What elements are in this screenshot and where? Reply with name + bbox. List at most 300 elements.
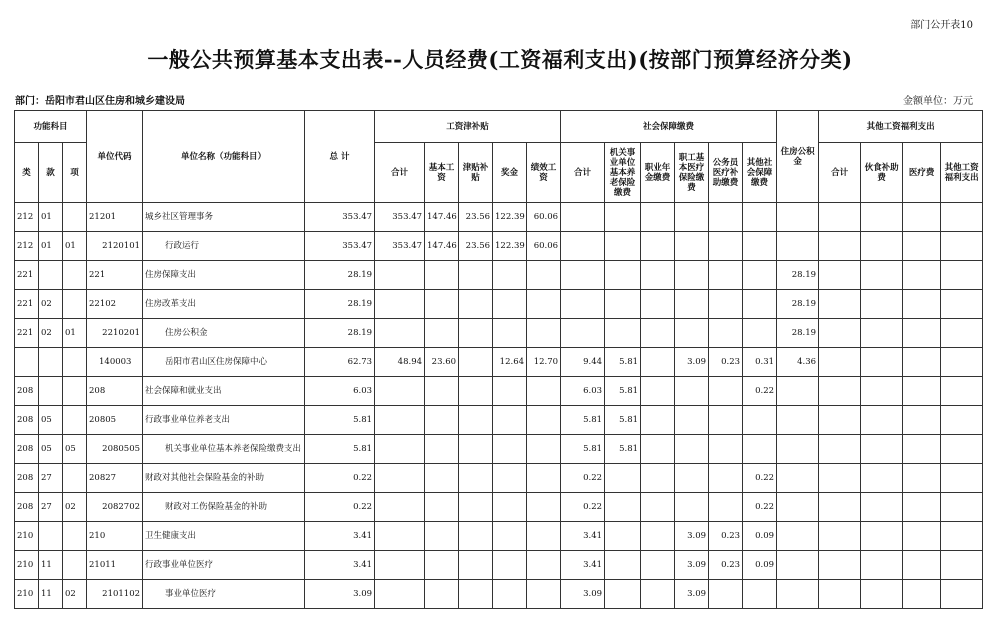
table-row [15, 290, 983, 319]
cell-lei: 208 [15, 377, 39, 406]
cell-pension: 5.81 [605, 377, 641, 406]
cell-xiang [63, 290, 87, 319]
cell-xiang [63, 377, 87, 406]
header-social-sum: 合计 [561, 143, 605, 203]
cell-o_wel [941, 435, 983, 464]
cell-base [425, 435, 459, 464]
cell-medfee [903, 290, 941, 319]
cell-total: 3.09 [305, 580, 375, 609]
cell-pension [605, 203, 641, 232]
cell-wage_sum: 353.47 [375, 232, 425, 261]
cell-perf [527, 464, 561, 493]
cell-o_wel [941, 377, 983, 406]
header-meal: 伙食补助费 [861, 143, 903, 203]
cell-o_sum [819, 203, 861, 232]
cell-wage_sum [375, 435, 425, 464]
cell-bonus: 122.39 [493, 203, 527, 232]
cell-o_wel [941, 261, 983, 290]
cell-pension: 5.81 [605, 406, 641, 435]
table-row [15, 522, 983, 551]
cell-code: 210 [87, 522, 143, 551]
cell-civil [709, 290, 743, 319]
cell-kuan [39, 377, 63, 406]
header-lei: 类 [15, 143, 39, 203]
cell-soc_sum: 0.22 [561, 464, 605, 493]
cell-lei: 208 [15, 464, 39, 493]
table-row [15, 493, 983, 522]
cell-meal [861, 348, 903, 377]
cell-other_soc: 0.31 [743, 348, 777, 377]
cell-wage_sum: 353.47 [375, 203, 425, 232]
cell-kuan: 11 [39, 580, 63, 609]
cell-medfee [903, 319, 941, 348]
cell-xiang: 05 [63, 435, 87, 464]
header-total: 总 计 [305, 111, 375, 203]
cell-pension [605, 464, 641, 493]
cell-soc_sum [561, 203, 605, 232]
header-other-sum: 合计 [819, 143, 861, 203]
cell-housing: 28.19 [777, 290, 819, 319]
cell-base: 147.46 [425, 232, 459, 261]
cell-medfee [903, 551, 941, 580]
cell-xiang: 01 [63, 232, 87, 261]
cell-pension [605, 522, 641, 551]
cell-pension [605, 493, 641, 522]
cell-o_wel [941, 522, 983, 551]
cell-bonus [493, 261, 527, 290]
cell-other_soc [743, 290, 777, 319]
cell-o_sum [819, 522, 861, 551]
cell-total: 353.47 [305, 203, 375, 232]
cell-soc_sum [561, 290, 605, 319]
cell-housing: 28.19 [777, 319, 819, 348]
table-row [15, 203, 983, 232]
cell-total: 62.73 [305, 348, 375, 377]
cell-lei: 210 [15, 522, 39, 551]
cell-other_soc [743, 319, 777, 348]
cell-lei: 221 [15, 319, 39, 348]
table-row [15, 377, 983, 406]
cell-allow [459, 580, 493, 609]
cell-medfee [903, 261, 941, 290]
cell-housing [777, 232, 819, 261]
header-xiang: 项 [63, 143, 87, 203]
cell-wage_sum [375, 493, 425, 522]
cell-other_soc [743, 203, 777, 232]
cell-allow [459, 348, 493, 377]
header-unit-name: 单位名称（功能科目） [143, 111, 305, 203]
cell-name: 事业单位医疗 [143, 580, 305, 609]
cell-total: 0.22 [305, 464, 375, 493]
cell-medical [675, 232, 709, 261]
cell-total: 3.41 [305, 551, 375, 580]
cell-xiang [63, 203, 87, 232]
cell-name: 财政对其他社会保险基金的补助 [143, 464, 305, 493]
cell-base: 147.46 [425, 203, 459, 232]
table-row [15, 435, 983, 464]
cell-bonus [493, 290, 527, 319]
cell-name: 财政对工伤保险基金的补助 [143, 493, 305, 522]
cell-meal [861, 464, 903, 493]
cell-kuan [39, 522, 63, 551]
cell-annuity [641, 580, 675, 609]
cell-wage_sum [375, 377, 425, 406]
cell-other_soc: 0.22 [743, 377, 777, 406]
cell-housing [777, 551, 819, 580]
cell-perf [527, 261, 561, 290]
cell-wage_sum: 48.94 [375, 348, 425, 377]
cell-medfee [903, 348, 941, 377]
cell-name: 机关事业单位基本养老保险缴费支出 [143, 435, 305, 464]
cell-meal [861, 377, 903, 406]
cell-name: 卫生健康支出 [143, 522, 305, 551]
cell-housing [777, 522, 819, 551]
cell-bonus [493, 522, 527, 551]
cell-o_wel [941, 406, 983, 435]
header-other-social: 其他社会保障缴费 [743, 143, 777, 203]
cell-bonus [493, 551, 527, 580]
cell-bonus: 122.39 [493, 232, 527, 261]
cell-meal [861, 551, 903, 580]
cell-kuan: 02 [39, 290, 63, 319]
cell-other_soc: 0.22 [743, 464, 777, 493]
cell-medical [675, 261, 709, 290]
cell-allow [459, 551, 493, 580]
cell-bonus [493, 464, 527, 493]
cell-total: 3.41 [305, 522, 375, 551]
cell-annuity [641, 464, 675, 493]
cell-xiang [63, 348, 87, 377]
cell-medical [675, 406, 709, 435]
cell-annuity [641, 377, 675, 406]
cell-medical [675, 290, 709, 319]
cell-total: 353.47 [305, 232, 375, 261]
cell-perf: 60.06 [527, 232, 561, 261]
cell-total: 28.19 [305, 319, 375, 348]
cell-pension [605, 551, 641, 580]
cell-medfee [903, 580, 941, 609]
cell-soc_sum: 6.03 [561, 377, 605, 406]
table-row [15, 232, 983, 261]
cell-other_soc: 0.22 [743, 493, 777, 522]
cell-base [425, 261, 459, 290]
cell-soc_sum: 9.44 [561, 348, 605, 377]
cell-housing: 4.36 [777, 348, 819, 377]
header-wage-group: 工资津补贴 [375, 111, 561, 143]
cell-xiang [63, 464, 87, 493]
cell-o_sum [819, 348, 861, 377]
cell-code: 208 [87, 377, 143, 406]
cell-kuan: 01 [39, 203, 63, 232]
cell-civil [709, 203, 743, 232]
cell-civil [709, 493, 743, 522]
cell-pension [605, 580, 641, 609]
cell-annuity [641, 232, 675, 261]
cell-code: 221 [87, 261, 143, 290]
cell-annuity [641, 290, 675, 319]
cell-civil [709, 377, 743, 406]
cell-name: 行政事业单位养老支出 [143, 406, 305, 435]
cell-housing [777, 377, 819, 406]
cell-other_soc [743, 435, 777, 464]
cell-code: 2101102 [87, 580, 143, 609]
cell-total: 0.22 [305, 493, 375, 522]
cell-other_soc [743, 232, 777, 261]
cell-kuan [39, 261, 63, 290]
cell-civil [709, 580, 743, 609]
cell-other_soc: 0.09 [743, 551, 777, 580]
cell-soc_sum: 5.81 [561, 406, 605, 435]
header-perf-wage: 绩效工资 [527, 143, 561, 203]
cell-housing: 28.19 [777, 261, 819, 290]
cell-o_sum [819, 464, 861, 493]
cell-bonus [493, 406, 527, 435]
cell-name: 住房保障支出 [143, 261, 305, 290]
cell-medfee [903, 406, 941, 435]
cell-bonus [493, 435, 527, 464]
cell-pension: 5.81 [605, 435, 641, 464]
cell-total: 6.03 [305, 377, 375, 406]
cell-lei: 212 [15, 232, 39, 261]
cell-pension [605, 261, 641, 290]
cell-medfee [903, 522, 941, 551]
cell-allow [459, 261, 493, 290]
cell-meal [861, 203, 903, 232]
cell-base [425, 493, 459, 522]
cell-medfee [903, 464, 941, 493]
cell-annuity [641, 348, 675, 377]
cell-xiang [63, 406, 87, 435]
cell-pension [605, 319, 641, 348]
cell-lei: 208 [15, 493, 39, 522]
table-row [15, 580, 983, 609]
cell-kuan [39, 348, 63, 377]
cell-civil [709, 319, 743, 348]
cell-code: 2120101 [87, 232, 143, 261]
header-wage-sum: 合计 [375, 143, 425, 203]
cell-o_sum [819, 551, 861, 580]
cell-name: 住房公积金 [143, 319, 305, 348]
cell-perf [527, 551, 561, 580]
cell-lei [15, 348, 39, 377]
cell-kuan: 11 [39, 551, 63, 580]
cell-annuity [641, 493, 675, 522]
table-row [15, 319, 983, 348]
cell-kuan: 27 [39, 493, 63, 522]
cell-bonus [493, 377, 527, 406]
cell-other_soc: 0.09 [743, 522, 777, 551]
cell-medical: 3.09 [675, 551, 709, 580]
cell-code: 20827 [87, 464, 143, 493]
cell-allow [459, 464, 493, 493]
cell-code: 20805 [87, 406, 143, 435]
cell-lei: 212 [15, 203, 39, 232]
cell-allow [459, 319, 493, 348]
cell-xiang: 01 [63, 319, 87, 348]
header-unit-code: 单位代码 [87, 111, 143, 203]
cell-name: 社会保障和就业支出 [143, 377, 305, 406]
cell-medfee [903, 203, 941, 232]
cell-xiang [63, 551, 87, 580]
cell-perf [527, 290, 561, 319]
cell-perf [527, 319, 561, 348]
cell-perf [527, 435, 561, 464]
cell-o_wel [941, 551, 983, 580]
cell-annuity [641, 261, 675, 290]
cell-meal [861, 522, 903, 551]
header-civil-med: 公务员医疗补助缴费 [709, 143, 743, 203]
cell-perf [527, 580, 561, 609]
cell-allow [459, 290, 493, 319]
cell-meal [861, 580, 903, 609]
cell-o_wel [941, 290, 983, 319]
header-med-fee: 医疗费 [903, 143, 941, 203]
cell-medical: 3.09 [675, 522, 709, 551]
cell-medical [675, 493, 709, 522]
cell-wage_sum [375, 406, 425, 435]
cell-medical [675, 203, 709, 232]
cell-base [425, 406, 459, 435]
table-row [15, 464, 983, 493]
cell-wage_sum [375, 580, 425, 609]
cell-name: 行政运行 [143, 232, 305, 261]
cell-soc_sum [561, 319, 605, 348]
cell-o_sum [819, 319, 861, 348]
budget-table [14, 110, 983, 609]
cell-civil [709, 406, 743, 435]
table-number: 部门公开表10 [910, 20, 973, 31]
cell-xiang [63, 261, 87, 290]
cell-wage_sum [375, 551, 425, 580]
cell-soc_sum: 3.41 [561, 551, 605, 580]
cell-kuan: 27 [39, 464, 63, 493]
cell-meal [861, 493, 903, 522]
header-annuity: 职业年金缴费 [641, 143, 675, 203]
header-func-subject: 功能科目 [15, 111, 87, 143]
cell-bonus [493, 493, 527, 522]
cell-medfee [903, 377, 941, 406]
cell-name: 岳阳市君山区住房保障中心 [143, 348, 305, 377]
header-social-group: 社会保障缴费 [561, 111, 777, 143]
cell-annuity [641, 522, 675, 551]
cell-name: 行政事业单位医疗 [143, 551, 305, 580]
cell-total: 5.81 [305, 406, 375, 435]
cell-housing [777, 493, 819, 522]
cell-xiang: 02 [63, 580, 87, 609]
cell-xiang [63, 522, 87, 551]
cell-total: 5.81 [305, 435, 375, 464]
cell-lei: 210 [15, 551, 39, 580]
cell-code: 2082702 [87, 493, 143, 522]
cell-housing [777, 203, 819, 232]
cell-soc_sum: 3.09 [561, 580, 605, 609]
cell-medical: 3.09 [675, 580, 709, 609]
cell-bonus [493, 319, 527, 348]
cell-name: 住房改革支出 [143, 290, 305, 319]
cell-o_sum [819, 435, 861, 464]
cell-name: 城乡社区管理事务 [143, 203, 305, 232]
cell-housing [777, 406, 819, 435]
cell-civil: 0.23 [709, 348, 743, 377]
cell-o_sum [819, 290, 861, 319]
cell-pension [605, 290, 641, 319]
cell-allow [459, 377, 493, 406]
cell-lei: 208 [15, 435, 39, 464]
cell-total: 28.19 [305, 290, 375, 319]
cell-lei: 221 [15, 290, 39, 319]
header-kuan: 款 [39, 143, 63, 203]
cell-xiang: 02 [63, 493, 87, 522]
cell-o_sum [819, 377, 861, 406]
cell-medfee [903, 232, 941, 261]
cell-code: 21201 [87, 203, 143, 232]
cell-code: 2210201 [87, 319, 143, 348]
cell-civil [709, 435, 743, 464]
cell-other_soc [743, 580, 777, 609]
cell-civil [709, 232, 743, 261]
header-base-wage: 基本工资 [425, 143, 459, 203]
table-row [15, 261, 983, 290]
page-title: 一般公共预算基本支出表--人员经费(工资福利支出)(按部门预算经济分类) [147, 47, 853, 72]
cell-base [425, 377, 459, 406]
cell-pension: 5.81 [605, 348, 641, 377]
cell-housing [777, 435, 819, 464]
cell-o_sum [819, 261, 861, 290]
cell-lei: 208 [15, 406, 39, 435]
cell-wage_sum [375, 522, 425, 551]
cell-annuity [641, 406, 675, 435]
cell-medfee [903, 493, 941, 522]
cell-annuity [641, 319, 675, 348]
cell-bonus: 12.64 [493, 348, 527, 377]
cell-o_wel [941, 319, 983, 348]
cell-lei: 210 [15, 580, 39, 609]
cell-soc_sum: 5.81 [561, 435, 605, 464]
cell-meal [861, 406, 903, 435]
cell-base: 23.60 [425, 348, 459, 377]
cell-code: 22102 [87, 290, 143, 319]
cell-housing [777, 580, 819, 609]
header-housing-fund: 住房公积金 [777, 111, 819, 203]
cell-medfee [903, 435, 941, 464]
table-row [15, 406, 983, 435]
cell-medical [675, 319, 709, 348]
cell-base [425, 522, 459, 551]
cell-o_sum [819, 406, 861, 435]
cell-allow [459, 493, 493, 522]
cell-wage_sum [375, 290, 425, 319]
cell-code: 21011 [87, 551, 143, 580]
cell-base [425, 290, 459, 319]
cell-o_sum [819, 580, 861, 609]
cell-medical: 3.09 [675, 348, 709, 377]
cell-base [425, 464, 459, 493]
cell-wage_sum [375, 319, 425, 348]
cell-code: 140003 [87, 348, 143, 377]
cell-perf [527, 493, 561, 522]
cell-o_sum [819, 232, 861, 261]
cell-civil: 0.23 [709, 551, 743, 580]
cell-annuity [641, 435, 675, 464]
cell-allow: 23.56 [459, 232, 493, 261]
cell-medical [675, 435, 709, 464]
cell-medical [675, 464, 709, 493]
cell-meal [861, 319, 903, 348]
cell-perf: 12.70 [527, 348, 561, 377]
cell-medical [675, 377, 709, 406]
cell-o_wel [941, 464, 983, 493]
cell-wage_sum [375, 261, 425, 290]
